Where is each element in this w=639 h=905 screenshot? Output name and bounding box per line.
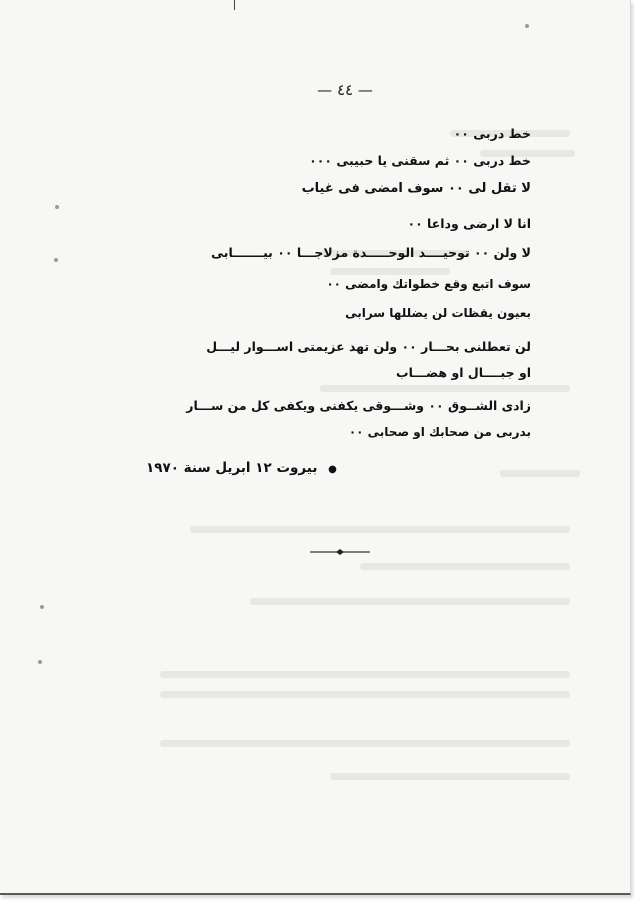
- scan-speck: [54, 258, 58, 262]
- bullet: ●: [328, 464, 337, 475]
- scan-speck: [38, 660, 42, 664]
- scan-mark: [234, 0, 235, 10]
- poem-line: زادى الشــوق ٠٠ وشـــوقى يكفنى ويكفى كل من ســـار: [186, 398, 531, 413]
- poem-line: بعيون يقظات لن يضللها سرابى: [345, 306, 531, 320]
- place-date-text: بيروت ١٢ ابريل سنة ١٩٧٠: [146, 460, 318, 476]
- scan-speck: [525, 24, 529, 28]
- bleed-through: [250, 598, 570, 605]
- poem-line: لا تقل لى ٠٠ سوف امضى فى غياب: [301, 181, 531, 196]
- poem-line: بدربى من صحابك او صحابى ٠٠: [348, 425, 531, 439]
- section-divider: [310, 548, 370, 556]
- poem-line: خط دربى ٠٠ ثم سقنى يا حبيبى ٠٠٠: [309, 153, 531, 168]
- bleed-through: [160, 691, 570, 698]
- divider-diamond: [336, 549, 344, 555]
- poem-line: لا ولن ٠٠ توحيــــد الوحـــــدة مزلاجـــا ٠٠ بيـــــــابى: [211, 245, 531, 260]
- page-number: — ٤٤ —: [317, 81, 373, 99]
- scan-speck: [55, 205, 59, 209]
- place-date: [146, 462, 337, 476]
- bleed-through: [330, 268, 450, 275]
- bleed-through: [160, 740, 570, 747]
- poem-line: او جبــــال او هضـــاب: [396, 365, 531, 380]
- poem-line: لن تعطلنى بحـــار ٠٠ ولن تهد عزيمتى اســـوار ليـــل: [206, 339, 531, 354]
- bleed-through: [160, 671, 570, 678]
- bleed-through: [190, 526, 570, 533]
- scan-speck: [40, 605, 44, 609]
- bleed-through: [330, 773, 570, 780]
- poem-line: خط دربى ٠٠: [453, 126, 531, 141]
- bleed-through: [500, 470, 580, 477]
- bleed-through: [360, 563, 570, 570]
- bleed-through: [320, 385, 570, 392]
- poem-line: سوف اتبع وقع خطواتك وامضى ٠٠: [326, 277, 531, 291]
- poem-line: انا لا ارضى وداعا ٠٠: [407, 216, 531, 231]
